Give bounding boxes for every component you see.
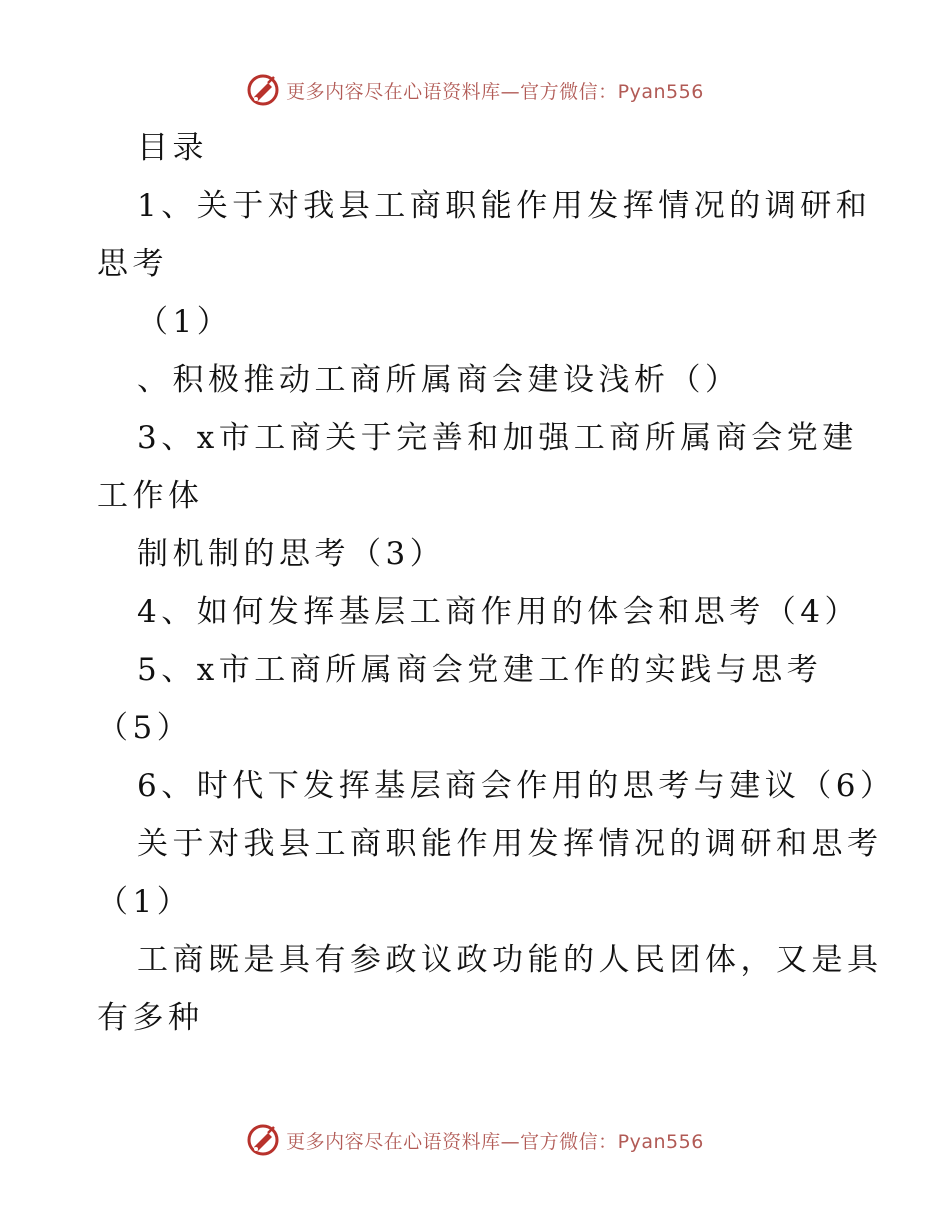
paragraph-line-2: 有多种 [97, 1000, 204, 1036]
watermark-handle: Pyan556 [617, 80, 704, 103]
watermark-text: 更多内容尽在心语资料库—官方微信：Pyan556 [286, 80, 704, 103]
toc-item-3-cont-2: 制机制的思考（3） [137, 536, 446, 572]
pen-seal-logo-icon [246, 73, 280, 107]
toc-item-2: 、积极推动工商所属商会建设浅析（） [137, 362, 741, 398]
section-heading-page: （1） [97, 884, 193, 920]
toc-item-5: 5、x市工商所属商会党建工作的实践与思考 [137, 652, 823, 688]
toc-title: 目录 [137, 130, 208, 166]
toc-item-1: 1、关于对我县工商职能作用发挥情况的调研和 [137, 188, 872, 224]
toc-item-3-cont: 工作体 [97, 478, 204, 514]
watermark-text: 更多内容尽在心语资料库—官方微信：Pyan556 [286, 1130, 704, 1153]
watermark-handle: Pyan556 [617, 1130, 704, 1153]
toc-item-5-page: （5） [97, 710, 193, 746]
watermark-footer [0, 1120, 950, 1160]
toc-item-1-cont: 思考 [97, 246, 168, 282]
paragraph-line-1: 工商既是具有参政议政功能的人民团体，又是具 [137, 942, 883, 978]
section-heading: 关于对我县工商职能作用发挥情况的调研和思考 [137, 826, 883, 862]
watermark-header [0, 70, 950, 110]
pen-seal-logo-icon [246, 1123, 280, 1157]
toc-item-3: 3、x市工商关于完善和加强工商所属商会党建 [137, 420, 858, 456]
toc-item-6: 6、时代下发挥基层商会作用的思考与建议（6） [137, 768, 896, 804]
toc-item-1-page: （1） [137, 304, 233, 340]
toc-item-4: 4、如何发挥基层工商作用的体会和思考（4） [137, 594, 860, 630]
